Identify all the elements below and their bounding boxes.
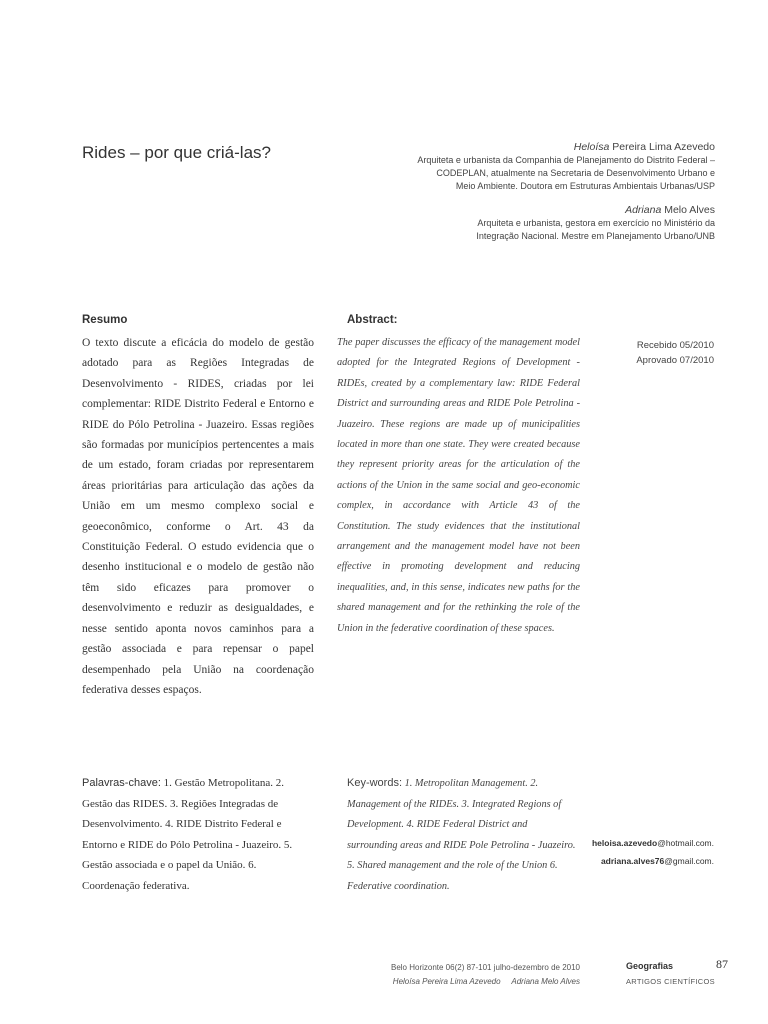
keywords-en-text: 1. Metropolitan Management. 2. Management of the RIDEs. 3. Integrated Regions of Development. 4. RIDE Federal District and surrounding areas and RIDE Pole Petrolina - Juazeiro. 5. Shared management and the role of the Union 6. Federative coordination. — [347, 778, 576, 892]
footer-citation — [391, 961, 580, 989]
page-number: 87 — [716, 957, 728, 971]
keywords-pt — [82, 773, 314, 896]
author-2 — [475, 203, 715, 243]
article-title: Rides – por que criá-las? — [82, 143, 271, 162]
keywords-en — [347, 773, 579, 897]
keywords-pt-text: 1. Gestão Metropolitana. 2. Gestão das RIDES. 3. Regiões Integradas de Desenvolvimento. 4. RIDE Distrito Federal e Entorno e RIDE do Pólo Petrolina - Juazeiro. 5. Gestão associada e o papel da União. 6. Coordenação federativa. — [82, 777, 293, 892]
abstract-text: The paper discusses the efficacy of the management model adopted for the Integrated Regions of Development - RIDEs, created by a complementary law: RIDE Federal District and surrounding areas and RIDE Pole Petrolina - Juazeiro. These regions are made up of municipalities located in more than one state. They were created because they represent priority areas for the articulation of the actions of the Union in the same social and geo-economic complex, in accordance with Article 43 of the Constitution. The study evidences that the institutional arrangement and the management model have not been effective in promoting development and reducing inequalities, and, in this sense, indicates new paths for the shared management and for the rethinking the role of the Union in the federative coordination of these spaces. — [337, 337, 580, 634]
approved-date: Aprovado 07/2010 — [636, 355, 714, 366]
footer-authors: Heloísa Pereira Lima Azevedo Adriana Melo Alves — [392, 977, 580, 986]
author-2-affiliation: Arquiteta e urbanista, gestora em exercício no Ministério da Integração Nacional. Mestre em Planejamento Urbano/UNB — [476, 218, 715, 241]
author-1 — [415, 140, 715, 193]
author-1-name: Heloísa Pereira Lima Azevedo — [573, 141, 715, 153]
footer-citation-line: Belo Horizonte 06(2) 87-101 julho-dezembro de 2010 — [390, 963, 580, 972]
keywords-en-label: Key-words: — [347, 777, 403, 789]
email-1[interactable]: heloisa.azevedo@hotmail.com. — [591, 838, 714, 848]
keywords-pt-label: Palavras-chave: — [82, 777, 161, 789]
abstract-heading: Abstract: — [347, 314, 398, 326]
email-2[interactable]: adriana.alves76@gmail.com. — [600, 856, 714, 866]
author-1-affiliation: Arquiteta e urbanista da Companhia de Planejamento do Distrito Federal – CODEPLAN, atualmente na Secretaria de Desenvolvimento Urbano e Meio Ambiente. Doutora em Estruturas Ambientais Urbanas/USP — [417, 155, 715, 191]
journal-name: Geografias — [626, 961, 674, 971]
author-emails — [592, 834, 714, 870]
received-date: Recebido 05/2010 — [636, 340, 714, 351]
resumo-heading: Resumo — [82, 314, 128, 326]
resumo-text: O texto discute a eficácia do modelo de gestão adotado para as Regiões Integradas de Desenvolvimento - RIDES, criadas por lei complementar: RIDE Distrito Federal e Entorno e RIDE do Pólo Petrolina - Juazeiro. Essas regiões são formadas por municípios pertencentes a mais de um estado, foram criadas por representarem áreas prioritárias para articulação das ações da União em um mesmo complexo social e geoeconômico, conforme o Art. 43 da Constituição Federal. O estudo evidencia que o desenho institucional e o modelo de gestão não têm sido eficazes para promover o desenvolvimento e reduzir as desigualdades, e nesse sentido aponta novos caminhos para a gestão associada e para repensar o papel desempenhado pela União na coordenação federativa desses espaços. — [82, 337, 314, 696]
received-dates — [636, 338, 714, 368]
journal-section: ARTIGOS CIENTÍFICOS — [626, 977, 715, 986]
author-2-name: Adriana Melo Alves — [625, 204, 715, 216]
